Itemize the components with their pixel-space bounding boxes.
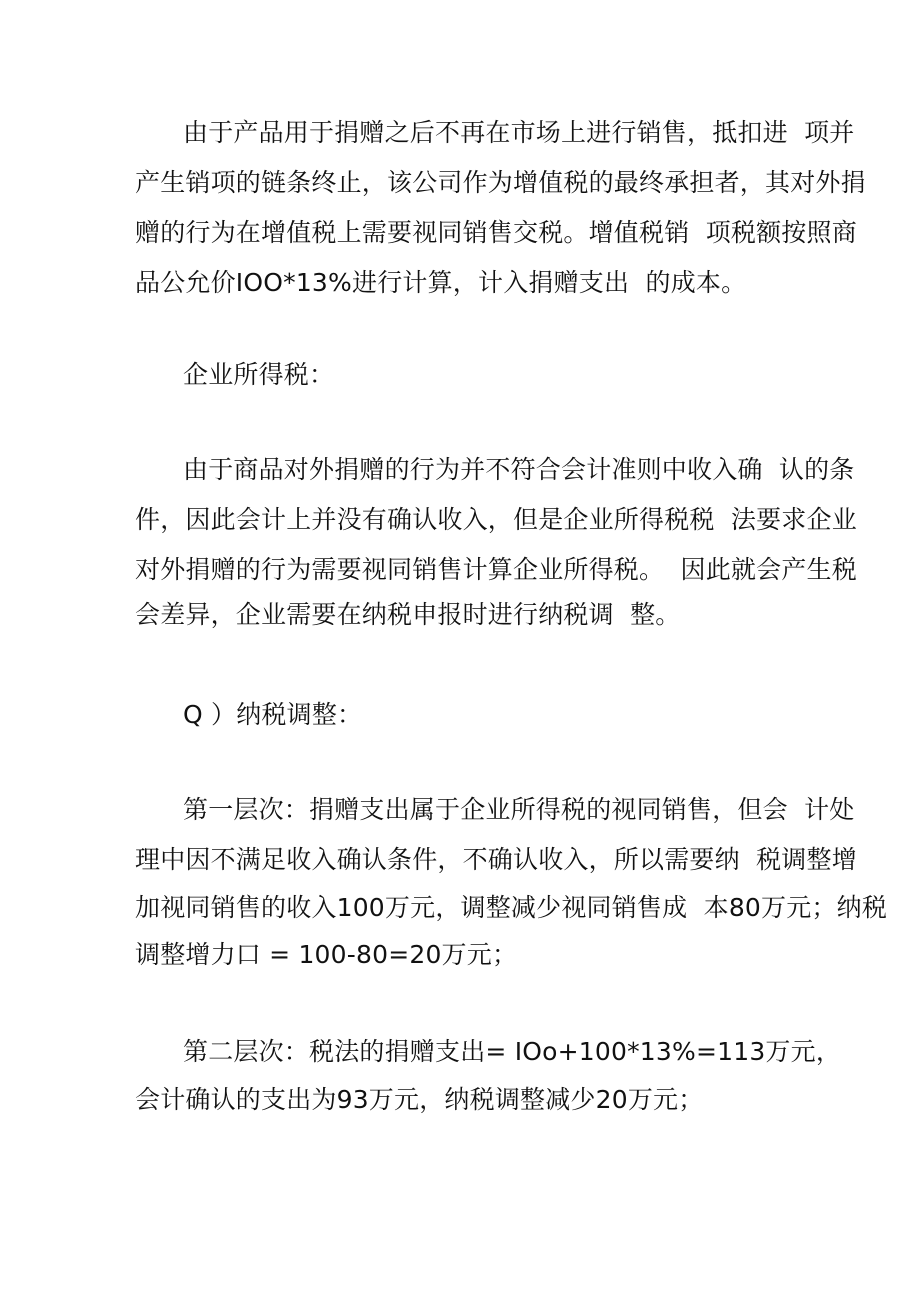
paragraph-4-line-2: 会计确认的支出为93万元，纳税调整减少20万元； — [135, 1085, 704, 1114]
paragraph-2-line-1: 由于商品对外捐赠的行为并不符合会计准则中收入确 认的条 — [183, 455, 855, 484]
paragraph-2-line-3: 对外捐赠的行为需要视同销售计算企业所得税。 因此就会产生税 — [135, 555, 857, 584]
paragraph-2-line-2: 件，因此会计上并没有确认收入，但是企业所得税税 法要求企业 — [135, 505, 857, 534]
heading-income-tax: 企业所得税： — [183, 360, 335, 389]
paragraph-2-line-4: 会差异，企业需要在纳税申报时进行纳税调 整。 — [135, 600, 681, 629]
heading-tax-adjustment: Q ）纳税调整： — [183, 700, 363, 729]
paragraph-3-line-3: 加视同销售的收入100万元，调整减少视同销售成 本80万元；纳税 — [135, 893, 888, 922]
paragraph-1-line-1: 由于产品用于捐赠之后不再在市场上进行销售，抵扣进 项并 — [183, 118, 855, 147]
paragraph-3-line-2: 理中因不满足收入确认条件，不确认收入，所以需要纳 税调整增 — [135, 845, 857, 874]
paragraph-1-line-4: 品公允价IOO*13%进行计算，计入捐赠支出 的成本。 — [135, 268, 747, 297]
paragraph-1-line-3: 赠的行为在增值税上需要视同销售交税。增值税销 项税额按照商 — [135, 218, 857, 247]
paragraph-3-line-4: 调整增力口 = 100-80=20万元； — [135, 940, 518, 969]
paragraph-1-line-2: 产生销项的链条终止，该公司作为增值税的最终承担者，其对外捐 — [135, 168, 866, 197]
paragraph-4-line-1: 第二层次：税法的捐赠支出= IOo+100*13%=113万元， — [183, 1037, 842, 1066]
paragraph-3-line-1: 第一层次：捐赠支出属于企业所得税的视同销售，但会 计处 — [183, 795, 855, 824]
